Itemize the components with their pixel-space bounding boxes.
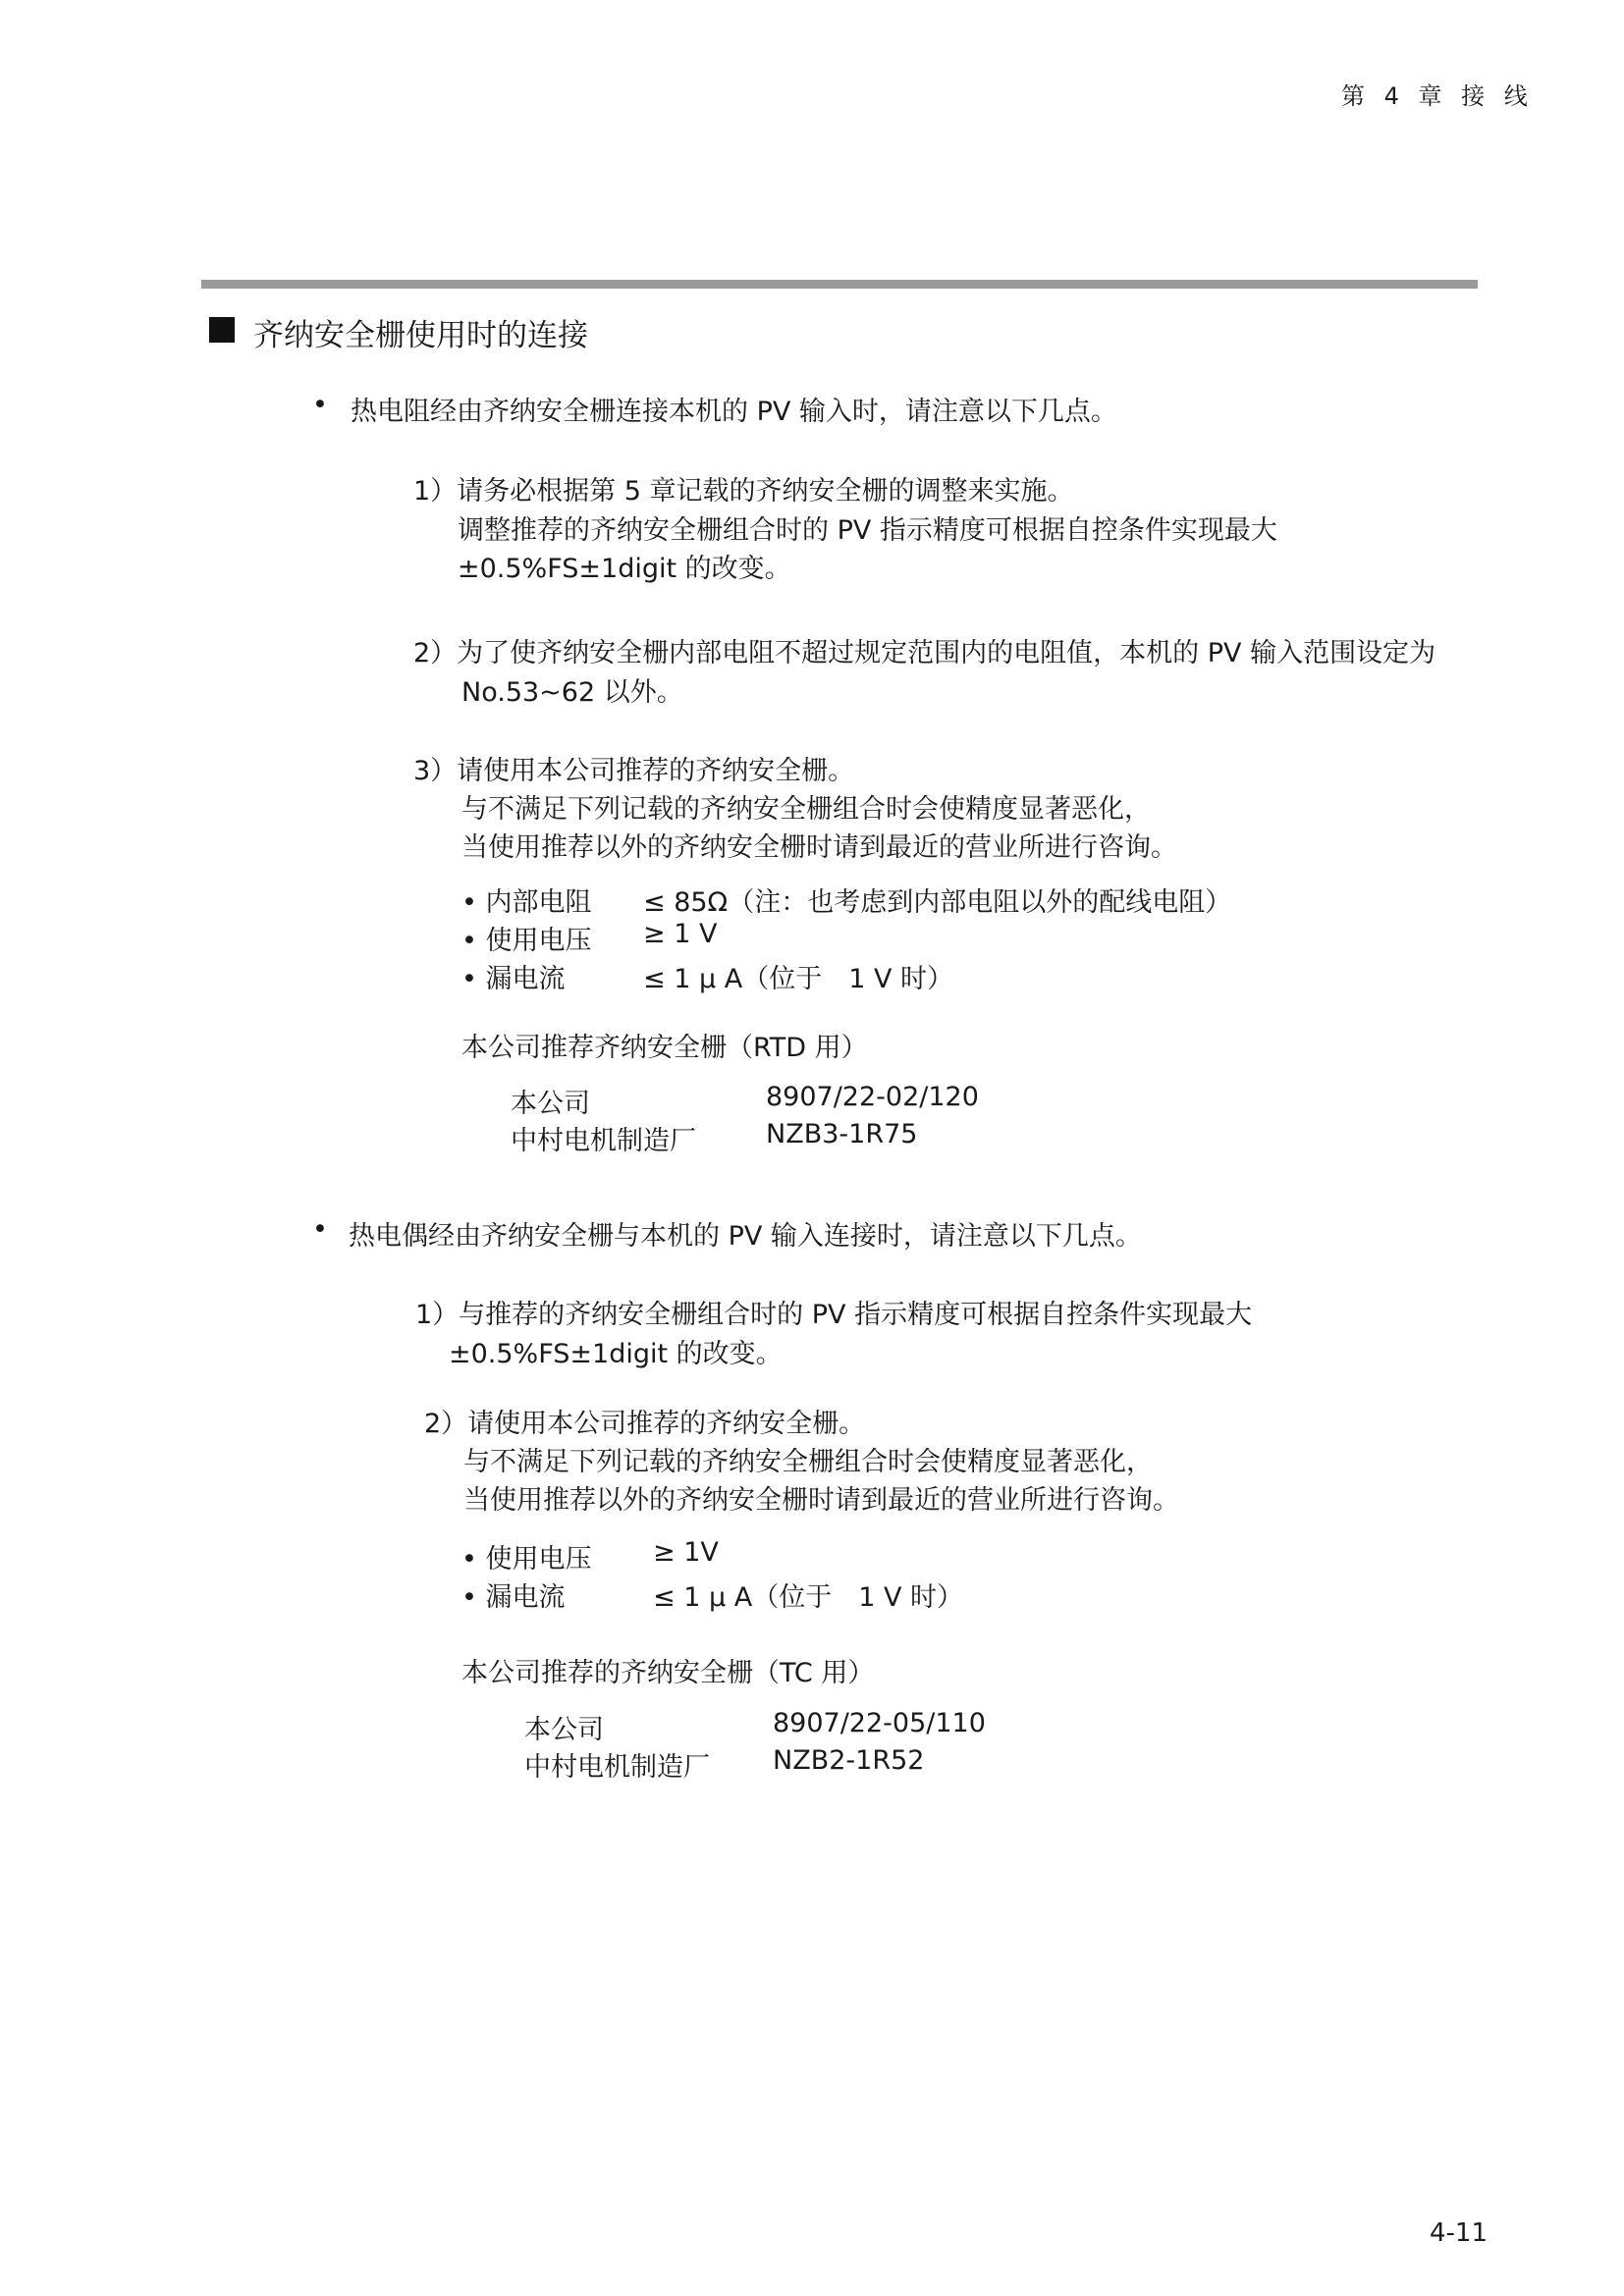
tc-maker: 中村电机制造厂 xyxy=(524,1752,710,1783)
rtd-recommend-title: 本公司推荐齐纳安全栅（RTD 用） xyxy=(461,1033,868,1063)
rtd-item2-line1: 2）为了使齐纳安全栅内部电阻不超过规定范围内的电阻值，本机的 PV 输入范围设定为 xyxy=(413,638,1436,668)
rtd-item1-line1: 1）请务必根据第 5 章记载的齐纳安全栅的调整来实施。 xyxy=(413,476,1074,507)
tc-item2-line2: 与不满足下列记载的齐纳安全栅组合时会使精度显著恶化， xyxy=(463,1447,1153,1477)
rtd-model: 8907/22-02/120 xyxy=(766,1082,979,1112)
tc-item1-line1: 1）与推荐的齐纳安全栅组合时的 PV 指示精度可根据自控条件实现最大 xyxy=(415,1300,1253,1330)
rtd-item2-line2: No.53~62 以外。 xyxy=(461,677,683,708)
rtd-spec-value: ≥ 1 V xyxy=(643,919,718,949)
rtd-item3-line3: 当使用推荐以外的齐纳安全栅时请到最近的营业所进行咨询。 xyxy=(461,832,1177,863)
rtd-model: NZB3-1R75 xyxy=(766,1119,918,1149)
rtd-bullet: • xyxy=(312,390,328,420)
tc-spec-value: ≤ 1 μ A（位于 1 V 时） xyxy=(653,1582,964,1613)
rtd-intro: 热电阻经由齐纳安全栅连接本机的 PV 输入时，请注意以下几点。 xyxy=(351,397,1117,427)
rtd-item1-line2: 调整推荐的齐纳安全栅组合时的 PV 指示精度可根据自控条件实现最大 xyxy=(458,515,1277,546)
tc-item2-line3: 当使用推荐以外的齐纳安全栅时请到最近的营业所进行咨询。 xyxy=(463,1485,1179,1516)
rtd-maker: 中村电机制造厂 xyxy=(511,1126,696,1156)
tc-spec-name: • 漏电流 xyxy=(461,1582,566,1613)
tc-model: NZB2-1R52 xyxy=(773,1745,925,1776)
tc-spec-value: ≥ 1V xyxy=(653,1537,719,1568)
section-title: 齐纳安全栅使用时的连接 xyxy=(253,318,588,353)
tc-model: 8907/22-05/110 xyxy=(773,1708,986,1738)
tc-item1-line2: ±0.5%FS±1digit 的改变。 xyxy=(449,1339,783,1369)
rtd-item1-line3: ±0.5%FS±1digit 的改变。 xyxy=(458,554,791,584)
tc-maker: 本公司 xyxy=(524,1715,604,1745)
tc-recommend-title: 本公司推荐的齐纳安全栅（TC 用） xyxy=(461,1658,875,1688)
chapter-header: 第 4 章 接 线 xyxy=(1341,82,1534,110)
rtd-item3-line2: 与不满足下列记载的齐纳安全栅组合时会使精度显著恶化， xyxy=(461,794,1151,825)
tc-item2-line1: 2）请使用本公司推荐的齐纳安全栅。 xyxy=(424,1409,866,1439)
tc-bullet: • xyxy=(312,1214,328,1245)
tc-intro: 热电偶经由齐纳安全栅与本机的 PV 输入连接时，请注意以下几点。 xyxy=(349,1221,1142,1252)
rtd-item3-line1: 3）请使用本公司推荐的齐纳安全栅。 xyxy=(413,756,855,786)
section-square-marker xyxy=(209,317,235,343)
rtd-spec-value: ≤ 1 μ A（位于 1 V 时） xyxy=(643,964,954,994)
rtd-spec-value: ≤ 85Ω（注：也考虑到内部电阻以外的配线电阻） xyxy=(643,887,1232,918)
section-rule xyxy=(201,280,1478,289)
rtd-spec-name: • 内部电阻 xyxy=(461,887,592,918)
rtd-spec-name: • 漏电流 xyxy=(461,964,566,994)
page-number: 4-11 xyxy=(1430,2218,1489,2248)
rtd-spec-name: • 使用电压 xyxy=(461,926,592,956)
tc-spec-name: • 使用电压 xyxy=(461,1544,592,1575)
rtd-maker: 本公司 xyxy=(511,1089,590,1119)
